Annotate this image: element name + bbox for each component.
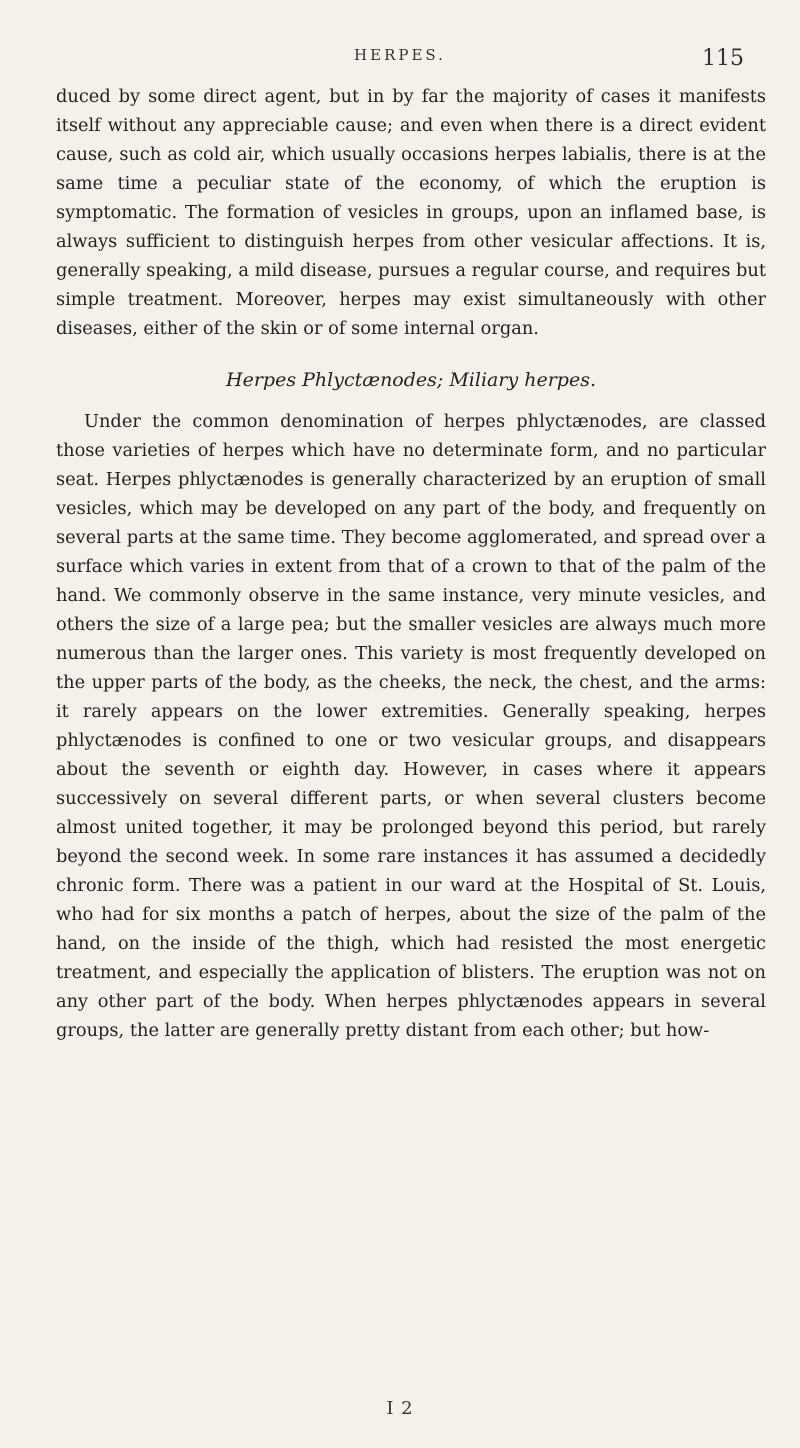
paragraph-continued: duced by some direct agent, but in by far the majority of cases it manifests itself without any appreciable cause; and even when there is a direct evident cause, such as cold air, which usually occasions herpes labialis, there is at the same time a peculiar state of the economy, of which the eruption is symptomatic. The formation of vesicles in groups, upon an inflamed base, is always sufficient to distinguish herpes from other vesicular affections. It is, generally speaking, a mild disease, pursues a regular course, and requires but simple treatment. Moreover, herpes may exist simultaneously with other diseases, either of the skin or of some internal organ. bbox=[56, 86, 766, 339]
running-title: HERPES. bbox=[354, 46, 446, 64]
body-text bbox=[56, 82, 766, 1045]
section-title: Herpes Phlyctænodes; Miliary herpes. bbox=[226, 369, 596, 391]
running-head bbox=[0, 46, 800, 70]
signature-mark: I 2 bbox=[386, 1398, 414, 1419]
section-paragraph: Under the common denomination of herpes phlyctænodes, are classed those varieties of herpes which have no determinate form, and no particular seat. Herpes phlyctænodes is generally characterized by an eruption of small vesicles, which may be developed on any part of the body, and frequently on several parts at the same time. They become agglomerated, and spread over a surface which varies in extent from that of a crown to that of the palm of the hand. We commonly observe in the same instance, very minute vesicles, and others the size of a large pea; but the smaller vesicles are always much more numerous than the larger ones. This variety is most frequently developed on the upper parts of the body, as the cheeks, the neck, the chest, and the arms: it rarely appears on the lower extremities. Generally speaking, herpes phlyctænodes is confined to one or two vesicular groups, and disappears about the seventh or eighth day. However, in cases where it appears successively on several different parts, or when several clusters become almost united together, it may be prolonged beyond this period, but rarely beyond the second week. In some rare instances it has assumed a decidedly chronic form. There was a patient in our ward at the Hospital of St. Louis, who had for six months a patch of herpes, about the size of the palm of the hand, on the inside of the thigh, which had resisted the most energetic treatment, and especially the application of blisters. The eruption was not on any other part of the body. When herpes phlyctænodes appears in several groups, the latter are generally pretty distant from each other; but how- bbox=[56, 411, 766, 1041]
page-number: 115 bbox=[702, 46, 744, 71]
